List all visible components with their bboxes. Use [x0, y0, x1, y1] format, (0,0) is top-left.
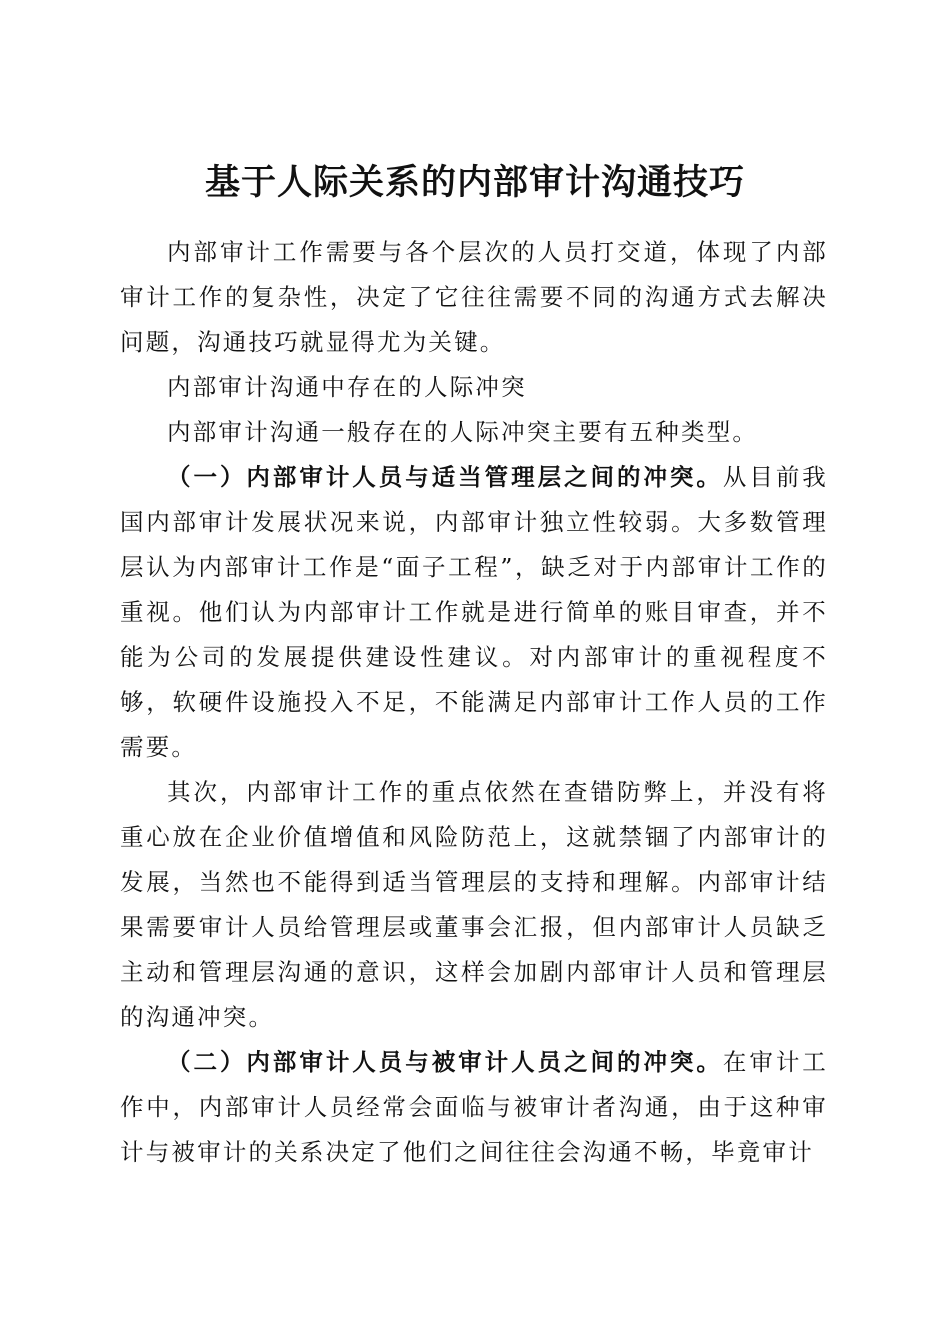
paragraph-text: 内部审计工作需要与各个层次的人员打交道，体现了内部审计工作的复杂性，决定了它往往需要不同的沟通方式去解决问题，沟通技巧就显得尤为关键。 [120, 238, 828, 356]
paragraph-conflict-2 [120, 1040, 828, 1175]
paragraph-text: 其次，内部审计工作的重点依然在查错防弊上，并没有将重心放在企业价值增值和风险防范上，这就禁锢了内部审计的发展，当然也不能得到适当管理层的支持和理解。内部审计结果需要审计人员给管理层或董事会汇报，但内部审计人员缺乏主动和管理层沟通的意识，这样会加剧内部审计人员和管理层的沟通冲突。 [120, 778, 828, 1031]
paragraph-text: 内部审计沟通一般存在的人际冲突主要有五种类型。 [167, 418, 759, 446]
paragraph-secondly [120, 770, 828, 1040]
paragraph-conflict-1 [120, 455, 828, 770]
paragraph-summary [120, 410, 828, 455]
document-body [120, 230, 828, 1175]
paragraph-lead: （一）内部审计人员与适当管理层之间的冲突。 [167, 463, 723, 491]
paragraph-text: 在审计工作中，内部审计人员经常会面临与被审计者沟通，由于这种审计与被审计的关系决定了他们之间往往会沟通不畅，毕竟审计 [120, 1048, 828, 1166]
paragraph-lead: （二）内部审计人员与被审计人员之间的冲突。 [167, 1048, 723, 1076]
paragraph-text: 内部审计沟通中存在的人际冲突 [167, 373, 527, 401]
paragraph-intro [120, 230, 828, 365]
document-title: 基于人际关系的内部审计沟通技巧 [204, 162, 745, 204]
paragraph-text: 从目前我国内部审计发展状况来说，内部审计独立性较弱。大多数管理层认为内部审计工作是“面子工程”，缺乏对于内部审计工作的重视。他们认为内部审计工作就是进行简单的账目审查，并不能为公司的发展提供建设性建议。对内部审计的重视程度不够，软硬件设施投入不足，不能满足内部审计工作人员的工作需要。 [120, 463, 828, 761]
section-heading [120, 365, 828, 410]
